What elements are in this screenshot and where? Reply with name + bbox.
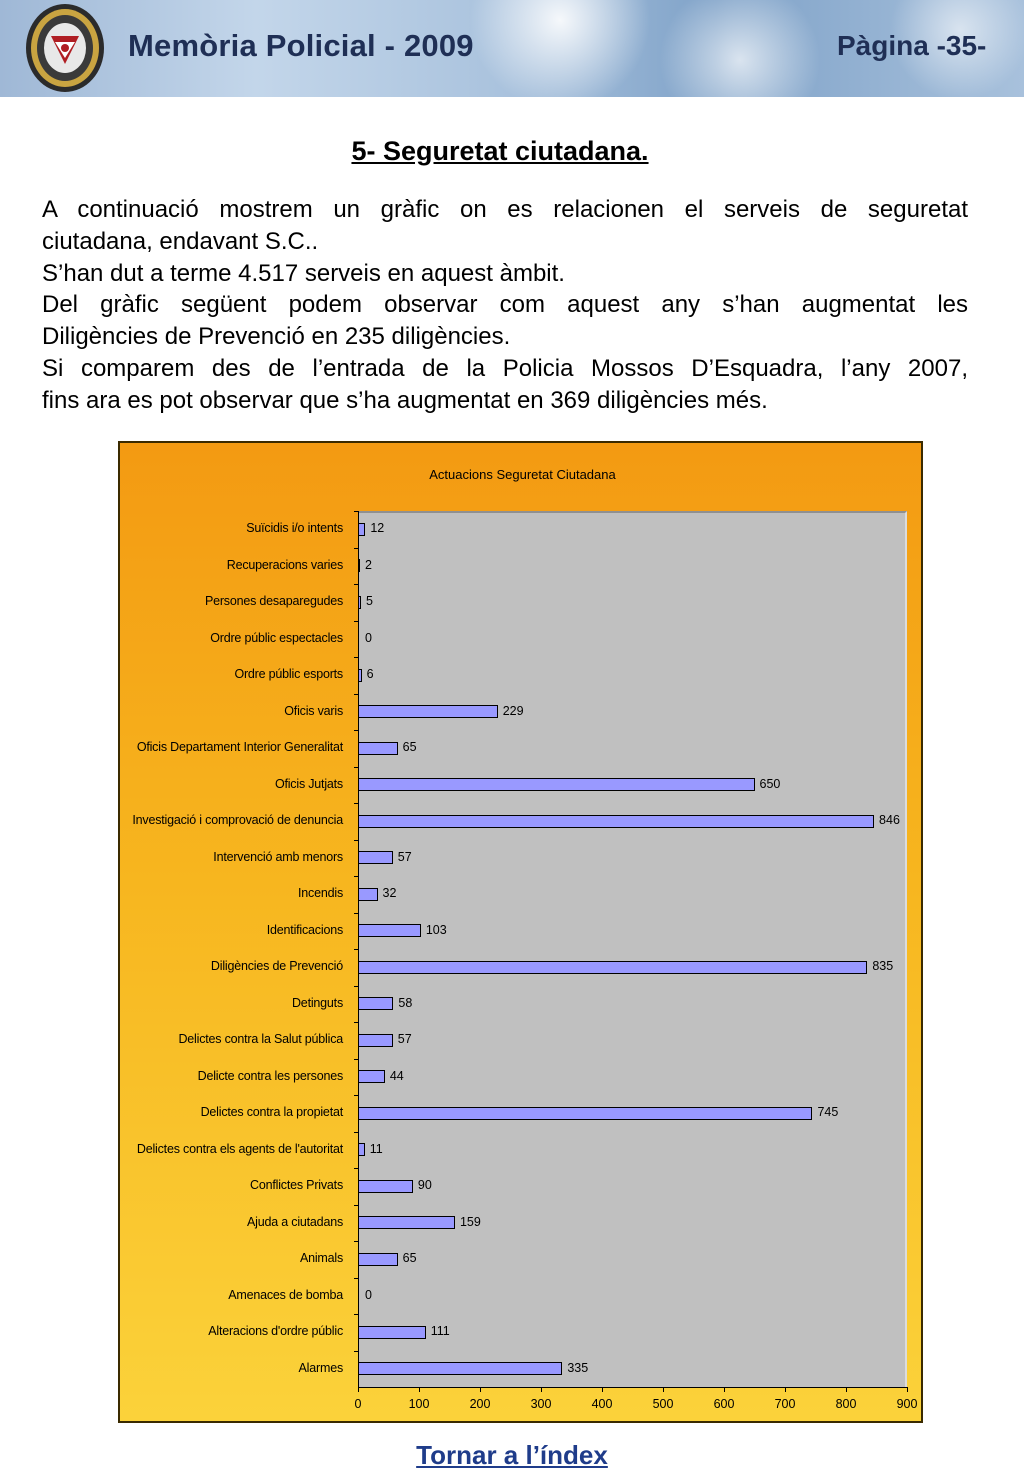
y-tick (354, 1278, 358, 1279)
data-label: 835 (872, 959, 894, 974)
y-tick (354, 511, 358, 512)
data-label: 0 (365, 630, 372, 645)
y-tick (354, 1241, 358, 1242)
paragraph-line: fins ara es pot observar que s’ha augmentat en 369 diligències més. (42, 387, 768, 414)
bar (358, 851, 393, 864)
data-label: 11 (369, 1141, 383, 1156)
data-label: 846 (879, 813, 900, 828)
paragraph-line: S’han dut a terme 4.517 serveis en aquest àmbit. (42, 260, 565, 287)
y-tick (354, 694, 358, 695)
y-tick (354, 986, 358, 987)
category-label: Recuperacions varies (226, 557, 343, 572)
category-label: Oficis Jutjats (274, 776, 343, 791)
bar (358, 1180, 413, 1193)
x-tick-label: 800 (835, 1397, 857, 1411)
x-tick-label: 900 (896, 1397, 918, 1411)
page-header (0, 0, 1024, 97)
data-label: 12 (370, 521, 385, 536)
y-tick (354, 730, 358, 731)
category-label: Delictes contra la propietat (200, 1105, 343, 1120)
paragraph-line: ciutadana, endavant S.C.. (42, 228, 319, 255)
x-tick (785, 1387, 786, 1392)
bar (358, 924, 421, 937)
y-tick (354, 548, 358, 549)
category-label: Persones desaparegudes (204, 594, 343, 609)
category-label: Alteracions d'ordre públic (208, 1324, 343, 1339)
x-tick-label: 300 (530, 1397, 552, 1411)
plot-area (358, 511, 907, 1387)
x-tick-label: 600 (713, 1397, 735, 1411)
data-label: 103 (425, 922, 447, 937)
y-tick (354, 1314, 358, 1315)
data-label: 335 (567, 1360, 589, 1375)
data-label: 90 (417, 1178, 432, 1193)
category-label: Ordre públic esports (234, 667, 343, 682)
bar (358, 1107, 812, 1120)
category-label: Conflictes Privats (250, 1178, 343, 1193)
category-label: Delictes contra la Salut pública (178, 1032, 343, 1047)
y-tick (354, 1351, 358, 1352)
category-label: Incendis (298, 886, 343, 901)
bar (358, 742, 398, 755)
x-axis-line (358, 1387, 907, 1388)
category-label: Identificacions (266, 922, 343, 937)
y-tick (354, 803, 358, 804)
y-tick (354, 1132, 358, 1133)
paragraph-line: Si comparem des de l’entrada de la Policia Mossos D’Esquadra, l’any 2007, (42, 355, 968, 382)
back-to-index-link[interactable]: Tornar a l’índex (416, 1440, 608, 1470)
section-heading: 5- Seguretat ciutadana. (351, 136, 649, 166)
data-label: 57 (397, 1032, 412, 1047)
category-label: Intervenció amb menors (213, 849, 343, 864)
police-emblem-logo (24, 2, 106, 94)
category-label: Suïcidis i/o intents (246, 521, 343, 536)
data-label: 0 (365, 1287, 372, 1302)
bar (358, 1253, 398, 1266)
paragraph-line: A continuació mostrem un gràfic on es relacionen el serveis de seguretat (42, 196, 968, 223)
data-label: 2 (365, 557, 372, 572)
category-label: Ordre públic espectacles (210, 630, 343, 645)
x-tick (419, 1387, 420, 1392)
x-tick-label: 200 (469, 1397, 491, 1411)
data-label: 650 (759, 776, 781, 791)
data-label: 159 (459, 1214, 481, 1229)
x-tick (541, 1387, 542, 1392)
x-tick-label: 100 (408, 1397, 430, 1411)
y-tick (354, 1205, 358, 1206)
x-tick-label: 500 (652, 1397, 674, 1411)
data-label: 6 (366, 667, 374, 682)
category-label: Alarmes (298, 1360, 343, 1375)
category-label: Delictes contra els agents de l'autoritat (136, 1141, 343, 1156)
bar (358, 705, 498, 718)
bar (358, 559, 360, 572)
bar (358, 1326, 426, 1339)
bar (358, 778, 755, 791)
category-label: Ajuda a ciutadans (247, 1214, 343, 1229)
y-tick (354, 840, 358, 841)
y-tick (354, 1095, 358, 1096)
x-tick (846, 1387, 847, 1392)
category-label: Animals (299, 1251, 343, 1266)
paragraph-line: Del gràfic següent podem observar com aquest any s’han augmentat les (42, 291, 968, 318)
y-tick (354, 1022, 358, 1023)
page-number: Pàgina -35- (837, 30, 987, 61)
data-label: 44 (389, 1068, 404, 1083)
bar (358, 1216, 455, 1229)
x-tick (480, 1387, 481, 1392)
bar (358, 669, 362, 682)
bar (358, 1143, 365, 1156)
x-tick-label: 700 (774, 1397, 796, 1411)
y-tick (354, 584, 358, 585)
category-label: Oficis Departament Interior Generalitat (136, 740, 343, 755)
data-label: 32 (382, 886, 397, 901)
document-title: Memòria Policial - 2009 (128, 28, 474, 63)
data-label: 58 (398, 995, 413, 1010)
chart-title: Actuacions Seguretat Ciutadana (429, 467, 616, 482)
bar (358, 961, 867, 974)
bar (358, 1034, 393, 1047)
x-tick (663, 1387, 664, 1392)
bar (358, 523, 365, 536)
bar (358, 997, 393, 1010)
y-tick (354, 657, 358, 658)
y-tick (354, 621, 358, 622)
bar (358, 1362, 562, 1375)
data-label: 5 (366, 594, 373, 609)
data-label: 111 (430, 1324, 450, 1339)
data-label: 65 (402, 1251, 417, 1266)
bar (358, 1070, 385, 1083)
x-tick-label: 0 (354, 1397, 362, 1411)
category-label: Amenaces de bomba (228, 1287, 343, 1302)
category-label: Diligències de Prevenció (210, 959, 343, 974)
paragraph-line: Diligències de Prevenció en 235 diligències. (42, 323, 511, 350)
category-label: Investigació i comprovació de denuncia (132, 813, 343, 828)
x-tick (602, 1387, 603, 1392)
y-tick (354, 949, 358, 950)
y-tick (354, 876, 358, 877)
y-tick (354, 1168, 358, 1169)
bar (358, 888, 378, 901)
y-tick (354, 913, 358, 914)
bar (358, 815, 874, 828)
x-tick (724, 1387, 725, 1392)
category-label: Detinguts (291, 995, 343, 1010)
bar (358, 596, 361, 609)
y-tick (354, 767, 358, 768)
data-label: 745 (817, 1105, 839, 1120)
y-tick (354, 1059, 358, 1060)
x-tick-label: 400 (591, 1397, 613, 1411)
data-label: 65 (402, 740, 417, 755)
x-tick (907, 1387, 908, 1392)
bar-chart (118, 441, 923, 1423)
category-label: Delicte contra les persones (197, 1068, 343, 1083)
data-label: 229 (502, 703, 524, 718)
category-label: Oficis varis (284, 703, 343, 718)
data-label: 57 (397, 849, 412, 864)
x-tick (358, 1387, 359, 1392)
